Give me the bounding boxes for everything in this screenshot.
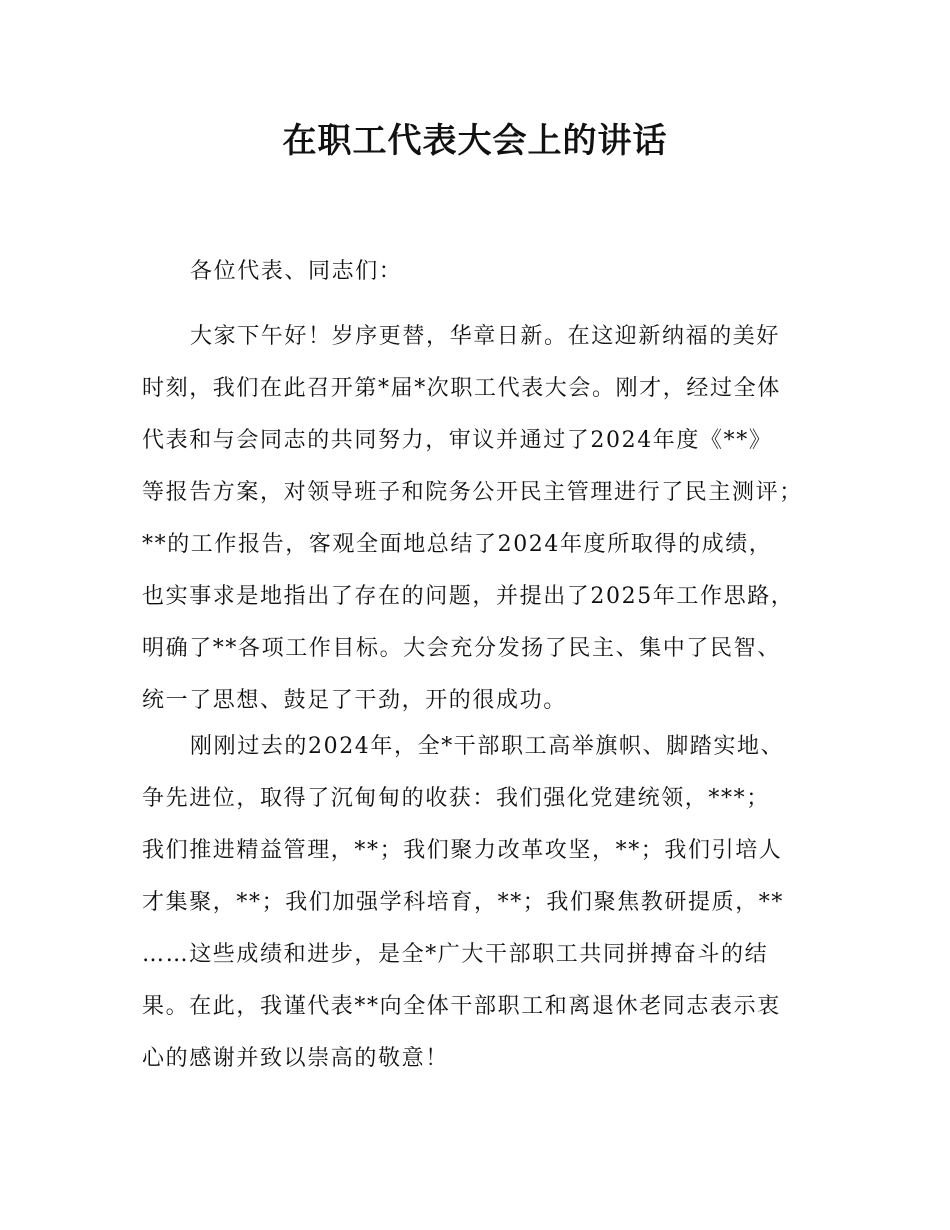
paragraph-line: 等报告方案，对领导班子和院务公开民主管理进行了民主测评；	[142, 480, 803, 505]
paragraph-line: 大家下午好！岁序更替，华章日新。在这迎新纳福的美好	[190, 324, 781, 349]
paragraph-line: 心的感谢并致以崇高的敬意！	[142, 1046, 449, 1071]
paragraph-line: ……这些成绩和进步，是全*广大干部职工共同拼搏奋斗的结	[142, 942, 769, 967]
paragraph-line: 明确了**各项工作目标。大会充分发扬了民主、集中了民智、	[142, 636, 781, 661]
paragraph-line: 统一了思想、鼓足了干劲，开的很成功。	[142, 688, 567, 713]
paragraph-line: 我们推进精益管理，**；我们聚力改革攻坚，**；我们引培人	[142, 838, 783, 863]
paragraph-line: 才集聚，**；我们加强学科培育，**；我们聚焦教研提质，**	[142, 890, 785, 915]
paragraph-line: **的工作报告，客观全面地总结了2024年度所取得的成绩，	[142, 532, 773, 557]
paragraph-line: 也实事求是地指出了存在的问题，并提出了2025年工作思路，	[142, 584, 795, 609]
salutation-line: 各位代表、同志们：	[190, 259, 403, 284]
paragraph-line: 时刻，我们在此召开第*届*次职工代表大会。刚才，经过全体	[142, 376, 781, 401]
salutation-paragraph	[142, 246, 832, 298]
paragraph-line: 争先进位，取得了沉甸甸的收获：我们强化党建统领，***；	[142, 786, 770, 811]
paragraph-1	[142, 311, 832, 727]
paragraph-2	[142, 721, 832, 1085]
paragraph-line: 刚刚过去的2024年，全*干部职工高举旗帜、脚踏实地、	[190, 734, 785, 759]
paragraph-line: 果。在此，我谨代表**向全体干部职工和离退休老同志表示衷	[142, 994, 781, 1019]
paragraph-line: 代表和与会同志的共同努力，审议并通过了2024年度《**》	[142, 428, 773, 453]
document-title: 在职工代表大会上的讲话	[282, 121, 668, 161]
